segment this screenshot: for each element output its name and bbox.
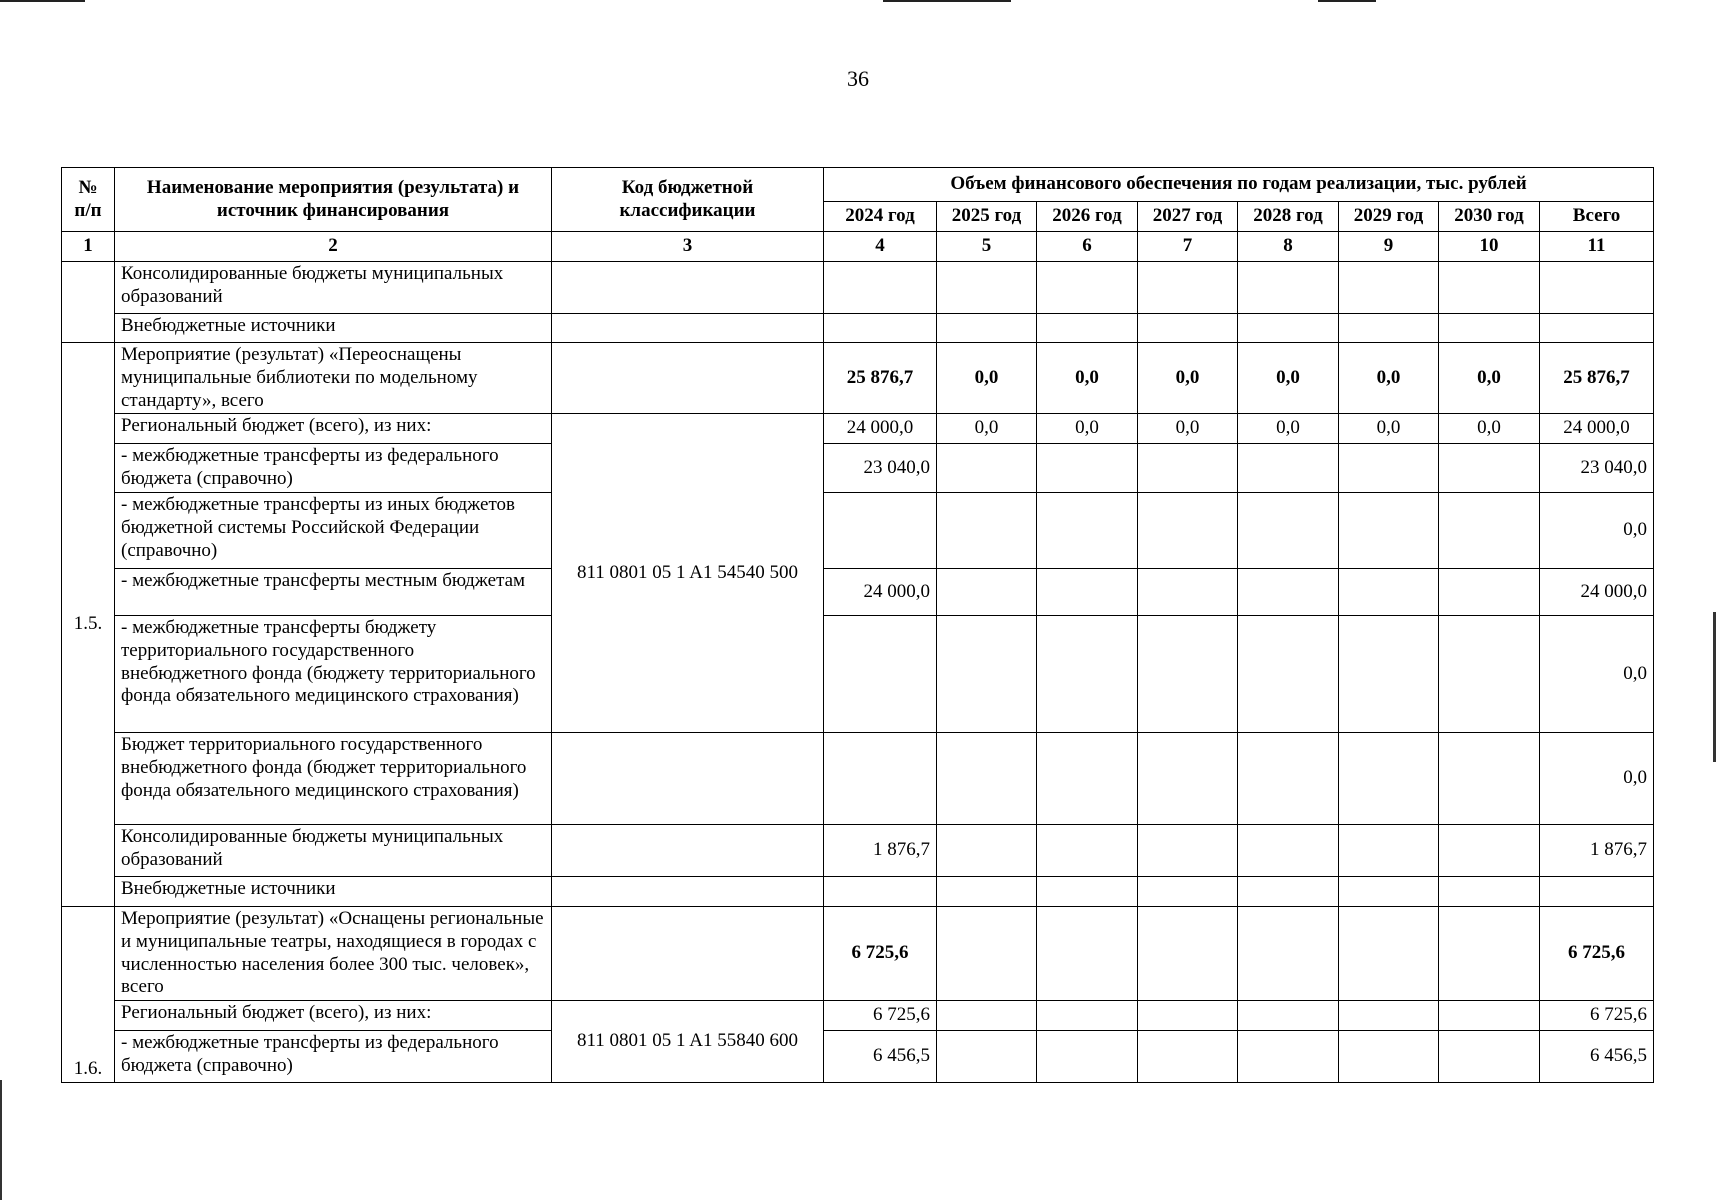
row-value (1037, 444, 1138, 493)
row-value: 25 876,7 (824, 343, 937, 414)
row-code (552, 906, 824, 1000)
row-value (1037, 492, 1138, 568)
row-value: 0,0 (1439, 414, 1540, 444)
row-value (1037, 262, 1138, 314)
page-number: 36 (847, 66, 869, 91)
table-row (62, 732, 1654, 824)
table-row (62, 1001, 1654, 1031)
row-value (1439, 824, 1540, 876)
row-value (1037, 1031, 1138, 1083)
row-value (824, 876, 937, 906)
row-value (1339, 492, 1439, 568)
column-number: 9 (1339, 232, 1439, 262)
row-name: Мероприятие (результат) «Переоснащены муниципальные библиотеки по модельному стандарту», всего (115, 343, 552, 414)
row-value (1439, 568, 1540, 615)
column-number: 3 (552, 232, 824, 262)
row-value (937, 824, 1037, 876)
row-value (824, 314, 937, 343)
row-value (1138, 314, 1238, 343)
row-value (1339, 568, 1439, 615)
financing-table (61, 167, 1654, 1083)
scan-edge-line (1318, 0, 1376, 2)
row-value: 24 000,0 (1540, 568, 1654, 615)
header-year: 2027 год (1138, 202, 1238, 232)
table-row (62, 568, 1654, 615)
row-value: 0,0 (937, 343, 1037, 414)
header-volume: Объем финансового обеспечения по годам реализации, тыс. рублей (824, 168, 1654, 202)
scan-edge-line (0, 0, 85, 2)
row-value (1037, 824, 1138, 876)
row-value (1339, 824, 1439, 876)
row-value (1238, 1001, 1339, 1031)
row-name: - межбюджетные трансферты из федерального бюджета (справочно) (115, 444, 552, 493)
row-value: 0,0 (1138, 414, 1238, 444)
row-value: 24 000,0 (824, 414, 937, 444)
row-value (1238, 876, 1339, 906)
row-value (1339, 615, 1439, 732)
row-value (937, 444, 1037, 493)
header-year: 2029 год (1339, 202, 1439, 232)
row-value: 0,0 (1238, 414, 1339, 444)
row-num (62, 262, 115, 343)
row-value: 1 876,7 (824, 824, 937, 876)
row-value: 24 000,0 (1540, 414, 1654, 444)
row-value (1037, 314, 1138, 343)
row-value (1138, 732, 1238, 824)
row-value (1238, 615, 1339, 732)
row-value (1138, 568, 1238, 615)
row-value (1138, 824, 1238, 876)
row-name: - межбюджетные трансферты бюджету территориального государственного внебюджетного фонда (бюджету территориального фонда обязательного медицинского страхования) (115, 615, 552, 732)
row-value: 6 725,6 (1540, 906, 1654, 1000)
row-value (824, 262, 937, 314)
row-value (1439, 262, 1540, 314)
row-value (1138, 1001, 1238, 1031)
row-value (1138, 262, 1238, 314)
row-value: 0,0 (1540, 732, 1654, 824)
table-row (62, 824, 1654, 876)
row-num: 1.5. (62, 343, 115, 907)
row-name: Внебюджетные источники (115, 314, 552, 343)
row-value: 24 000,0 (824, 568, 937, 615)
row-code (552, 343, 824, 414)
row-value (1138, 876, 1238, 906)
row-value (1540, 876, 1654, 906)
row-value (1439, 1031, 1540, 1083)
row-value (1439, 876, 1540, 906)
column-number: 2 (115, 232, 552, 262)
row-value (1037, 876, 1138, 906)
table-row (62, 314, 1654, 343)
row-value (1540, 314, 1654, 343)
row-code (552, 824, 824, 876)
row-value (1540, 262, 1654, 314)
row-code (552, 732, 824, 824)
row-value (1339, 1001, 1439, 1031)
row-value: 0,0 (1540, 492, 1654, 568)
row-value (937, 314, 1037, 343)
row-value (937, 732, 1037, 824)
row-name: Региональный бюджет (всего), из них: (115, 414, 552, 444)
row-value (1238, 444, 1339, 493)
row-value (1037, 568, 1138, 615)
row-value (1439, 732, 1540, 824)
row-value: 0,0 (1339, 414, 1439, 444)
scan-edge-line (883, 0, 1011, 2)
row-num: 1.6. (62, 906, 115, 1082)
row-code: 811 0801 05 1 A1 54540 500 (552, 414, 824, 733)
row-value: 0,0 (1439, 343, 1540, 414)
row-value (1339, 1031, 1439, 1083)
row-value: 0,0 (937, 414, 1037, 444)
row-value (937, 906, 1037, 1000)
row-value (1138, 615, 1238, 732)
row-code: 811 0801 05 1 A1 55840 600 (552, 1001, 824, 1083)
row-value (1037, 615, 1138, 732)
header-year: 2025 год (937, 202, 1037, 232)
row-value (1138, 1031, 1238, 1083)
row-value (1439, 314, 1540, 343)
header-year: 2026 год (1037, 202, 1138, 232)
row-value (937, 492, 1037, 568)
row-value (1037, 732, 1138, 824)
row-value (1238, 906, 1339, 1000)
column-number: 10 (1439, 232, 1540, 262)
row-value (937, 615, 1037, 732)
table-row (62, 262, 1654, 314)
column-number: 6 (1037, 232, 1138, 262)
table-row (62, 414, 1654, 444)
row-value: 6 725,6 (1540, 1001, 1654, 1031)
row-value: 25 876,7 (1540, 343, 1654, 414)
header-year: 2030 год (1439, 202, 1540, 232)
row-code (552, 876, 824, 906)
row-value: 0,0 (1540, 615, 1654, 732)
row-value (1238, 314, 1339, 343)
column-number: 4 (824, 232, 937, 262)
row-value: 0,0 (1339, 343, 1439, 414)
column-number: 1 (62, 232, 115, 262)
row-value: 1 876,7 (1540, 824, 1654, 876)
row-value (1238, 262, 1339, 314)
row-value (937, 1031, 1037, 1083)
header-name: Наименование мероприятия (результата) и источник финансирования (115, 168, 552, 232)
header-num: № п/п (62, 168, 115, 232)
row-value (1238, 492, 1339, 568)
row-value: 6 725,6 (824, 906, 937, 1000)
row-name: Бюджет территориального государственного внебюджетного фонда (бюджет территориального фонда обязательного медицинского страхования) (115, 732, 552, 824)
row-name: - межбюджетные трансферты из федерального бюджета (справочно) (115, 1031, 552, 1083)
table-row (62, 615, 1654, 732)
table-row (62, 492, 1654, 568)
header-year: 2028 год (1238, 202, 1339, 232)
row-value (1238, 1031, 1339, 1083)
row-value: 0,0 (1138, 343, 1238, 414)
row-value (1238, 732, 1339, 824)
table-row (62, 1031, 1654, 1083)
table-row (62, 906, 1654, 1000)
row-value (1339, 876, 1439, 906)
row-value (1439, 444, 1540, 493)
row-value (1439, 492, 1540, 568)
table-row (62, 343, 1654, 414)
row-value (1138, 492, 1238, 568)
row-value: 23 040,0 (824, 444, 937, 493)
row-name: Мероприятие (результат) «Оснащены региональные и муниципальные театры, находящиеся в городах с численностью населения более 300 тыс. человек», всего (115, 906, 552, 1000)
row-code (552, 262, 824, 314)
row-value (1037, 1001, 1138, 1031)
column-number: 8 (1238, 232, 1339, 262)
row-value: 6 456,5 (1540, 1031, 1654, 1083)
row-name: - межбюджетные трансферты из иных бюджетов бюджетной системы Российской Федерации (справочно) (115, 492, 552, 568)
row-value: 6 456,5 (824, 1031, 937, 1083)
column-number: 5 (937, 232, 1037, 262)
row-value: 23 040,0 (1540, 444, 1654, 493)
row-name: Консолидированные бюджеты муниципальных образований (115, 262, 552, 314)
row-value (1439, 615, 1540, 732)
row-value (937, 1001, 1037, 1031)
row-name: Региональный бюджет (всего), из них: (115, 1001, 552, 1031)
row-value (1339, 906, 1439, 1000)
row-value (1238, 824, 1339, 876)
row-value (1138, 906, 1238, 1000)
row-code (552, 314, 824, 343)
row-name: Консолидированные бюджеты муниципальных образований (115, 824, 552, 876)
row-value: 6 725,6 (824, 1001, 937, 1031)
row-value (824, 732, 937, 824)
row-value (1439, 1001, 1540, 1031)
row-value (1339, 262, 1439, 314)
row-value (937, 568, 1037, 615)
row-name: Внебюджетные источники (115, 876, 552, 906)
row-value (1037, 906, 1138, 1000)
header-code: Код бюджетной классификации (552, 168, 824, 232)
row-value (1238, 568, 1339, 615)
row-value (1439, 906, 1540, 1000)
row-value: 0,0 (1037, 414, 1138, 444)
row-value (1339, 732, 1439, 824)
row-value: 0,0 (1037, 343, 1138, 414)
row-value (937, 262, 1037, 314)
column-number: 7 (1138, 232, 1238, 262)
scan-edge-left (0, 1080, 2, 1200)
row-value (937, 876, 1037, 906)
table-row (62, 876, 1654, 906)
row-name: - межбюджетные трансферты местным бюджетам (115, 568, 552, 615)
table-row (62, 444, 1654, 493)
column-number: 11 (1540, 232, 1654, 262)
header-year: 2024 год (824, 202, 937, 232)
row-value (1339, 444, 1439, 493)
header-total: Всего (1540, 202, 1654, 232)
row-value (1339, 314, 1439, 343)
row-value (1138, 444, 1238, 493)
row-value (824, 492, 937, 568)
row-value (824, 615, 937, 732)
row-value: 0,0 (1238, 343, 1339, 414)
